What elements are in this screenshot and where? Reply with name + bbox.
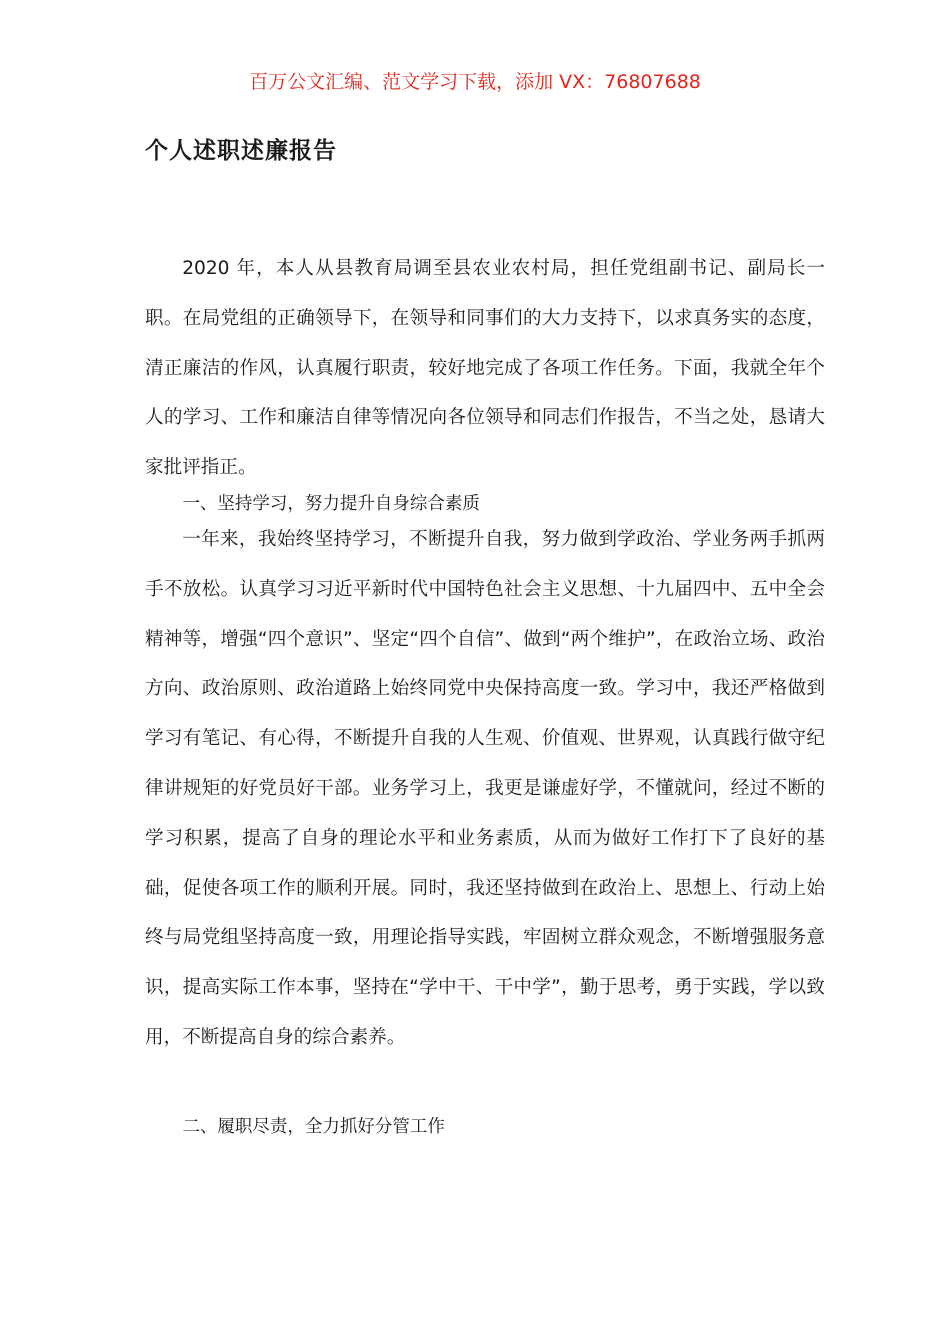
section-2-heading: 二、履职尽责，全力抓好分管工作 — [182, 1117, 445, 1137]
intro-paragraph: 2020 年，本人从县教育局调至县农业农村局，担任党组副书记、副局长一职。在局党组的正确领导下，在领导和同事们的大力支持下，以求真务实的态度，清正廉洁的作风，认真履行职责，较好地完成了各项工作任务。下面，我就全年个人的学习、工作和廉洁自律等情况向各位领导和同志们作报告，不当之处，恳请大家批评指正。 — [145, 258, 825, 479]
section-1-paragraph: 一年来，我始终坚持学习，不断提升自我，努力做到学政治、学业务两手抓两手不放松。认真学习习近平新时代中国特色社会主义思想、十九届四中、五中全会精神等，增强“四个意识”、坚定“四个自信”、做到“两个维护”，在政治立场、政治方向、政治原则、政治道路上始终同党中央保持高度一致。学习中，我还严格做到学习有笔记、有心得，不断提升自我的人生观、价值观、世界观，认真践行做守纪律讲规矩的好党员好干部。业务学习上，我更是谦虚好学，不懂就问，经过不断的学习积累，提高了自身的理论水平和业务素质，从而为做好工作打下了良好的基础，促使各项工作的顺利开展。同时，我还坚持做到在政治上、思想上、行动上始终与局党组坚持高度一致，用理论指导实践，牢固树立群众观念，不断增强服务意识，提高实际工作本事，坚持在“学中干、干中学”，勤于思考，勇于实践，学以致用，不断提高自身的综合素养。 — [145, 529, 825, 1048]
header-banner: 百万公文汇编、范文学习下载，添加 VX：76807688 — [249, 71, 701, 93]
section-1-heading: 一、坚持学习，努力提升自身综合素质 — [182, 494, 480, 514]
page-title: 个人述职述廉报告 — [145, 138, 337, 164]
